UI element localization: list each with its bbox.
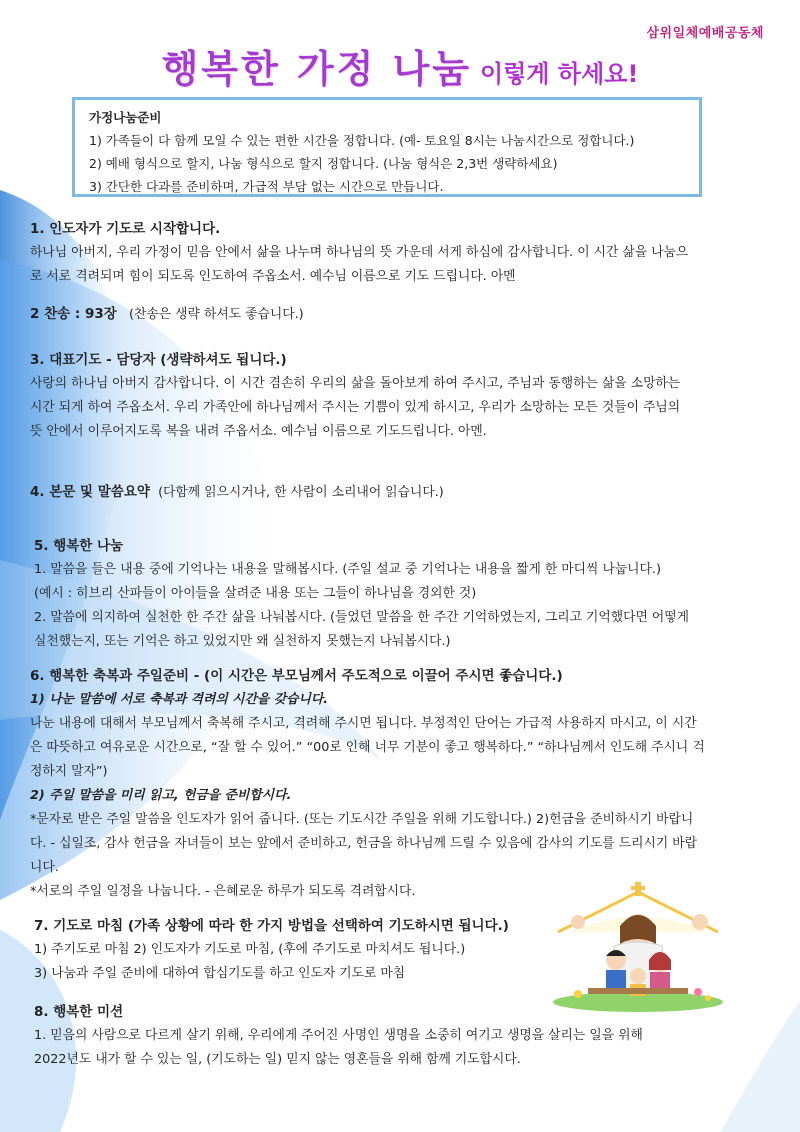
section-text: *서로의 주일 일정을 나눕니다. - 은혜로운 하루가 되도록 격려합시다. <box>30 884 416 899</box>
section-happy-sharing <box>34 534 784 654</box>
section-heading: 3. 대표기도 - 담당자 (생략하셔도 됩니다.) <box>30 352 287 368</box>
section-text: 사랑의 하나님 아버지 감사합니다. 이 시간 겸손히 우리의 삶을 돌아보게 하여 주시고, 주님과 동행하는 삶을 소망하는 <box>30 376 681 391</box>
preparation-item: 2) 예배 형식으로 할지, 나눔 형식으로 할지 정합니다. (나눔 형식은 2,3번 생략하세요) <box>89 156 558 171</box>
section-text: 다. - 십일조, 감사 헌금을 자녀들이 보는 앞에서 준비하고, 헌금을 하나님께 드릴 수 있음에 감사의 기도를 드리시기 바랍 <box>30 836 697 851</box>
section-text: 니다. <box>30 860 59 875</box>
section-closing-prayer <box>34 914 554 986</box>
preparation-title: 가정나눔준비 <box>89 110 162 125</box>
section-text: 1) 주기도로 마침 2) 인도자가 기도로 마침, (후에 주기도로 마치셔도 됩니다.) <box>34 942 466 957</box>
section-hymn <box>30 302 780 327</box>
section-text: 실천했는지, 또는 기억은 하고 있었지만 왜 실천하지 못했는지 나눠봅시다.) <box>34 634 451 649</box>
section-heading: 4. 본문 및 말씀요약 <box>30 484 150 500</box>
section-representative-prayer <box>30 348 780 444</box>
section-blessing-and-sunday-prep <box>30 664 780 904</box>
section-text: 1. 말씀을 들은 내용 중에 기억나는 내용을 말해봅시다. (주일 설교 중 기억나는 내용을 짧게 한 마디씩 나눕니다.) <box>34 562 661 577</box>
preparation-item: 1) 가족들이 다 함께 모일 수 있는 편한 시간을 정합니다. (예- 토요일 8시는 나눔시간으로 정합니다.) <box>89 133 635 148</box>
section-text: 1. 믿음의 사람으로 다르게 살기 위해, 우리에게 주어진 사명인 생명을 소중히 여기고 생명을 살리는 일을 위해 <box>34 1028 643 1043</box>
section-opening-prayer <box>30 217 780 289</box>
section-heading: 1. 인도자가 기도로 시작합니다. <box>30 221 221 237</box>
section-text: 하나님 아버지, 우리 가정이 믿음 안에서 삶을 나누며 하나님의 뜻 가운데 서게 하심에 감사합니다. 이 시간 삶을 나눔으 <box>30 245 689 260</box>
section-heading: 2 찬송 : 93장 <box>30 306 117 322</box>
page-title-sub: 이렇게 하세요! <box>480 60 639 88</box>
section-text: 2022년도 내가 할 수 있는 일, (기도하는 일) 믿지 않는 영혼들을 위해 함께 기도합시다. <box>34 1052 521 1067</box>
preparation-box <box>72 97 702 197</box>
section-scripture-summary <box>30 480 780 505</box>
page-title-main: 행복한 가정 나눔 <box>161 47 472 91</box>
section-heading: 5. 행복한 나눔 <box>34 538 124 554</box>
section-text: 2. 말씀에 의지하여 실천한 한 주간 삶을 나눠봅시다. (들었던 말씀을 한 주간 기억하였는지, 그리고 기억했다면 어떻게 <box>34 610 689 625</box>
section-text: 로 서로 격려되며 힘이 되도록 인도하여 주옵소서. 예수님 이름으로 기도 드립니다. 아멘 <box>30 269 516 284</box>
family-prayer-illustration <box>548 882 728 1012</box>
section-heading: 8. 행복한 미션 <box>34 1004 124 1020</box>
section-text: 은 따뜻하고 여유로운 시간으로, “잘 할 수 있어.” “00로 인해 너무 기분이 좋고 행복하다.” “하나님께서 인도해 주시니 걱 <box>30 740 705 755</box>
section-text: 정하지 말자”) <box>30 764 108 779</box>
section-subheading: 1) 나눈 말씀에 서로 축복과 격려의 시간을 갖습니다. <box>30 692 329 707</box>
section-heading: 6. 행복한 축복과 주일준비 - (이 시간은 부모님께서 주도적으로 이끌어 주시면 좋습니다.) <box>30 668 563 684</box>
section-text: 3) 나눔과 주일 준비에 대하여 합심기도를 하고 인도자 기도로 마침 <box>34 966 406 981</box>
section-note: (다함께 읽으시거나, 한 사람이 소리내어 읽습니다.) <box>158 485 444 500</box>
section-subheading: 2) 주일 말씀을 미리 읽고, 헌금을 준비합시다. <box>30 788 292 803</box>
section-text: (예시 : 히브리 산파들이 아이들을 살려준 내용 또는 그들이 하나님을 경외한 것) <box>34 586 477 601</box>
preparation-item: 3) 간단한 다과를 준비하며, 가급적 부담 없는 시간으로 만듭니다. <box>89 179 444 194</box>
section-text: 나눈 내용에 대해서 부모님께서 축복해 주시고, 격려해 주시면 됩니다. 부정적인 단어는 가급적 사용하지 마시고, 이 시간 <box>30 716 697 731</box>
section-text: 뜻 안에서 이루어지도록 복을 내려 주옵서소. 예수님 이름으로 기도드립니다. 아멘. <box>30 424 487 439</box>
section-heading: 7. 기도로 마침 (가족 상황에 따라 한 가지 방법을 선택하여 기도하시면 됩니다.) <box>34 918 509 934</box>
section-text: *문자로 받은 주일 말씀을 인도자가 읽어 줍니다. (또는 기도시간 주일을 위해 기도합니다.) 2)헌금을 준비하시기 바랍니 <box>30 812 694 827</box>
section-note: (찬송은 생략 하셔도 좋습니다.) <box>129 307 304 322</box>
section-text: 시간 되게 하여 주옵소서. 우리 가족안에 하나님께서 주시는 기쁨이 있게 하시고, 우리가 소망하는 모든 것들이 주님의 <box>30 400 681 415</box>
organization-name: 삼위일체예배공동체 <box>646 26 764 41</box>
page-title <box>0 38 800 93</box>
